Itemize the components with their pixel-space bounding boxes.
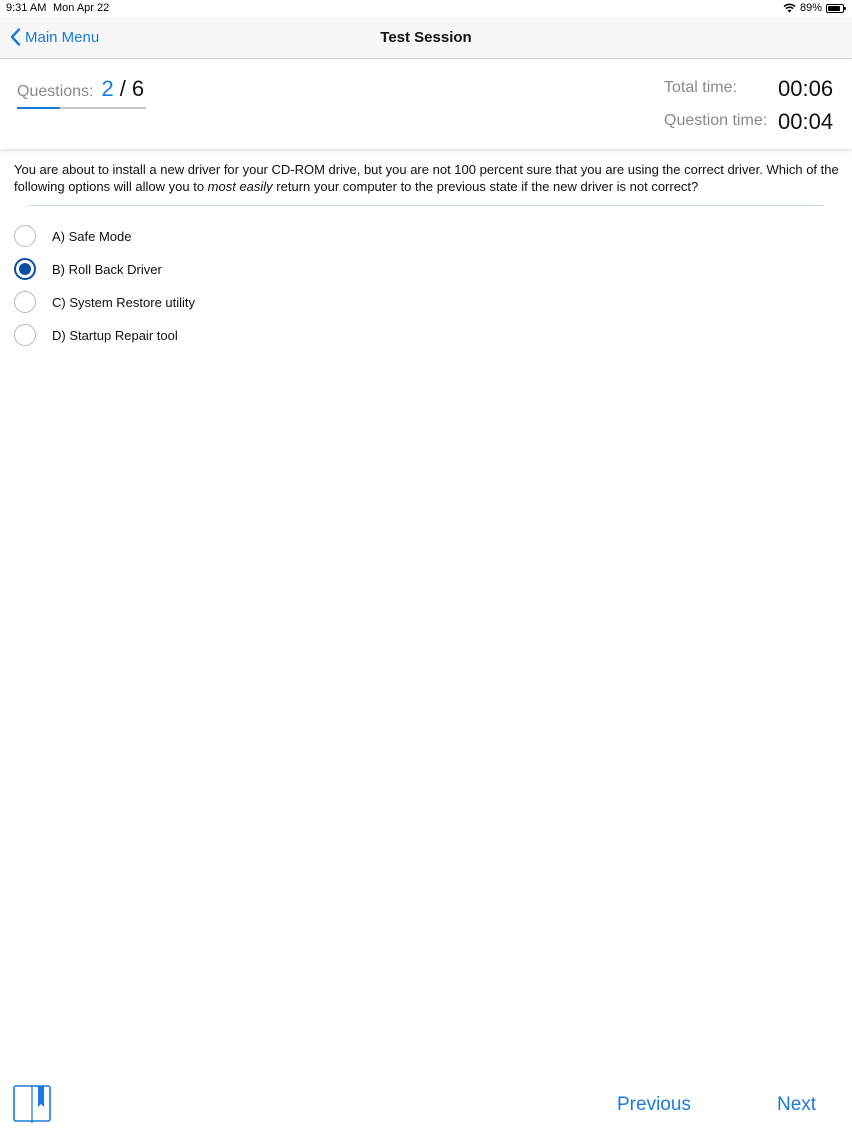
question-text bbox=[14, 161, 840, 195]
navigation-bar bbox=[0, 18, 852, 59]
battery-icon bbox=[826, 4, 844, 13]
battery-fill bbox=[828, 6, 840, 11]
question-time-value: 00:04 bbox=[778, 109, 834, 134]
question-progress-bar bbox=[17, 107, 146, 109]
question-counter bbox=[17, 76, 144, 102]
back-button-label: Main Menu bbox=[25, 28, 100, 46]
page-title: Test Session bbox=[380, 29, 472, 46]
current-question-number: 2 bbox=[101, 76, 114, 101]
answer-option-b-label: B) Roll Back Driver bbox=[52, 261, 162, 277]
counter-separator: / bbox=[119, 76, 126, 101]
status-time: 9:31 AM bbox=[6, 2, 47, 14]
questions-label: Questions: bbox=[17, 83, 94, 100]
question-text-start: You are about to install a new driver for your CD-ROM drive, but you are not 100 percent sure that you are using the correct driver. Which of the following options will allow you to bbox=[14, 162, 839, 194]
answer-option-a[interactable] bbox=[14, 224, 132, 248]
next-button[interactable]: Next bbox=[777, 1094, 817, 1115]
status-right bbox=[783, 2, 844, 14]
question-divider bbox=[28, 205, 824, 206]
answer-option-c-label: C) System Restore utility bbox=[52, 294, 196, 310]
session-header bbox=[0, 59, 852, 149]
previous-button[interactable]: Previous bbox=[617, 1094, 691, 1115]
answer-option-a-label: A) Safe Mode bbox=[52, 228, 132, 244]
question-text-end: return your computer to the previous state if the new driver is not correct? bbox=[272, 179, 699, 194]
total-time-label: Total time: bbox=[664, 79, 737, 96]
answer-option-d[interactable] bbox=[14, 323, 178, 347]
wifi-icon bbox=[783, 3, 796, 13]
question-progress-fill bbox=[17, 107, 60, 109]
book-bookmark-icon[interactable] bbox=[13, 1085, 53, 1130]
total-time-value: 00:06 bbox=[778, 76, 834, 101]
question-time-label: Question time: bbox=[664, 112, 768, 129]
radio-button-a[interactable] bbox=[14, 225, 36, 247]
radio-button-b[interactable] bbox=[14, 258, 36, 280]
total-questions-number: 6 bbox=[131, 76, 145, 101]
radio-button-d[interactable] bbox=[14, 324, 36, 346]
answer-option-b[interactable] bbox=[14, 257, 162, 281]
status-bar bbox=[0, 0, 852, 18]
radio-button-c[interactable] bbox=[14, 291, 36, 313]
answer-option-d-label: D) Startup Repair tool bbox=[52, 327, 178, 343]
answer-option-c[interactable] bbox=[14, 290, 195, 314]
battery-percent: 89% bbox=[799, 2, 822, 14]
status-date: Mon Apr 22 bbox=[53, 2, 110, 14]
question-text-emphasis: most easily bbox=[207, 179, 273, 194]
